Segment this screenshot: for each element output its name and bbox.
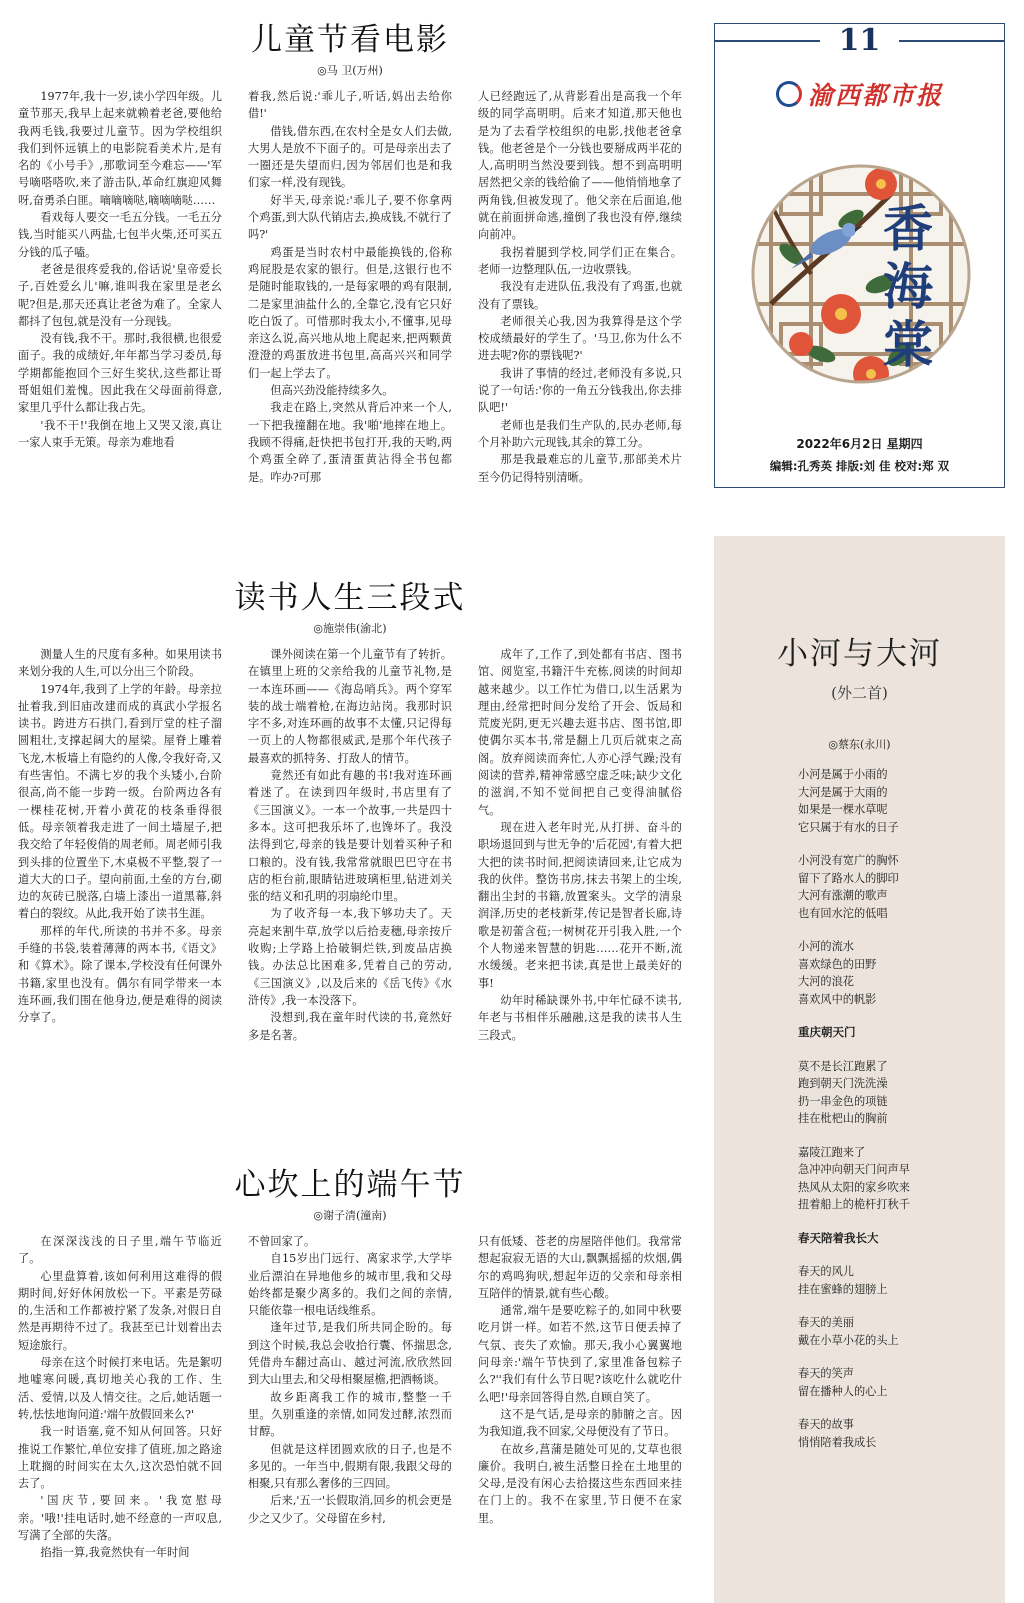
paragraph: 着我,然后说:'乖儿子,听话,妈出去给你借!' [248, 90, 452, 121]
paragraph: 自15岁出门远行、离家求学,大学毕业后漂泊在异地他乡的城市里,我和父母始终都是聚少离多的。我们之间的亲情,只能依靠一根电话线维系。 [248, 1252, 452, 1318]
paragraph: '我不干!'我倒在地上又哭又滚,真让一家人束手无策。母亲为难地看 [18, 418, 222, 449]
paragraph: 人已经跑远了,从背影看出是高我一个年级的同学高明明。后来才知道,那天他也是为了去看学校组织的电影,找他老爸拿钱。他老爸是个一分钱也要掰成两半花的人,高明明当然没要到钱。想不到高明明居然把父亲的钱给偷了——他悄悄地拿了两角钱,但被发现了。他父亲在后面追,他就在前面拼命逃,撞倒了我也没有停,继续向前冲。 [478, 90, 682, 242]
paragraph: 借钱,借东西,在农村全是女人们去做,大男人是放不下面子的。可是母亲出去了一圈还是失望而归,因为邻居们也是和我们家一样,没有现钱。 [248, 124, 452, 190]
poem-line: 急冲冲向朝天门问声早 [798, 1163, 910, 1176]
poem-sidebar [714, 536, 1005, 1603]
paragraph: 没有钱,我不干。那时,我很横,也很爱面子。我的成绩好,年年都当学习委员,每学期都能抱回个三好生奖状,这些都让哥哥姐姐们羞愧。因此我在父母面前得意,家里几乎什么都让我占先。 [18, 332, 222, 415]
column-name-glyph: 海 [883, 257, 933, 316]
poem-line: 小河是属于小雨的 [798, 768, 888, 781]
paragraph: 在深深浅浅的日子里,端午节临近了。 [18, 1235, 222, 1266]
paragraph: 我没有走进队伍,我没有了鸡蛋,也就没有了票钱。 [478, 280, 682, 311]
paragraph: 1974年,我到了上学的年龄。母亲拉扯着我,到旧庙改建而成的真武小学报名读书。跨进方石拱门,看到厅堂的柱子溜圆粗壮,支撑起阔大的屋梁。屋脊上雕着飞龙,木板墙上有隐约的人像,令我好奇,又有些害怕。不满七岁的我个头矮小,台阶很高,尚不能一步跨一级。台阶两边各有一棵桂花树,开着小黄花的枝条垂得很低。母亲领着我走进了一间土墙屋子,把我交给了年轻俊俏的周老师。周老师引我到头排的位置坐下,木桌极不平整,裂了一道大大的口子。望向前面,土垒的方台,砌边的灰砖已脱落,白墙上漆出一道黑幕,斜着白的裂纹。从此,我开始了读书生涯。 [18, 682, 222, 921]
poem-line: 大河的浪花 [798, 975, 854, 988]
paragraph: 为了收齐每一本,我下够功夫了。天亮起来割牛草,放学以后拾麦穗,母亲按斤收购;上学路上拾破铜烂铁,到废品店换钱。办法总比困难多,凭着自己的劳动,《三国演义》,以及后来的《岳飞传》《水浒传》,我一本没落下。 [248, 907, 452, 1007]
paragraph: 但就是这样团圆欢欣的日子,也是不多见的。一年当中,假期有限,我跟父母的相聚,只有那么奢侈的三四回。 [248, 1442, 452, 1491]
poem-line: 大河是属于大雨的 [798, 785, 888, 799]
stanza [798, 1058, 998, 1128]
column-name-glyph: 棠 [883, 315, 933, 374]
paper-name: 渝西都市报 [807, 81, 943, 110]
paragraph: 心里盘算着,该如何利用这难得的假期时间,好好休闲放松一下。平素是劳碌的,生活和工作都被拧紧了发条,对假日自然是再期待不过了。我甚至已计划着出去短途旅行。 [18, 1269, 222, 1352]
article-column [478, 646, 682, 1094]
article-title: 心坎上的端午节 [234, 1167, 466, 1203]
poem-line: 小河没有宽广的胸怀 [798, 854, 899, 867]
paragraph: 我讲了事情的经过,老师没有多说,只说了一句话:'你的一角五分钱我出,你去排队吧!' [478, 366, 682, 415]
poem-line: 扭着船上的桅杆打秋千 [798, 1198, 910, 1211]
article-title: 儿童节看电影 [251, 22, 449, 58]
paragraph: 逢年过节,是我们所共同企盼的。每到这个时候,我总会收拾行囊、怀揣思念,凭借舟车翻过高山、越过河流,欣欣然回到大山里去,和父母相聚屋檐,把酒畅谈。 [248, 1321, 452, 1387]
poem-line: 也有回水沱的低唱 [798, 906, 888, 920]
poem-line: 小河的流水 [798, 940, 854, 953]
paragraph: 不曾回家了。 [248, 1235, 316, 1248]
paragraph: 1977年,我十一岁,读小学四年级。儿童节那天,我早上起来就赖着老爸,要他给我两毛钱,我要过儿童节。因为学校组织我们到怀远镇上的电影院看美术片,是有名的《小号手》,那歌词至今难忘——'军号嘀嗒嗒吹,来了游击队,革命红旗迎风舞呀,奋勇杀白匪。嘀嘀嘀哒,嘀嘀嘀哒…… [18, 90, 222, 207]
paragraph: 老师很关心我,因为我算得是这个学校成绩最好的学生了。'马卫,你为什么不进去呢?你的票钱呢?' [478, 314, 682, 363]
poem-line: 挂在蜜蜂的翅膀上 [798, 1282, 888, 1296]
article-column [478, 88, 682, 516]
poem-line: 戴在小草小花的头上 [798, 1333, 899, 1347]
paragraph: 这不是气话,是母亲的肺腑之言。因为我知道,我不回家,父母便没有了节日。 [478, 1407, 682, 1439]
poem-line: 春天的美丽 [798, 1316, 854, 1329]
paragraph: 母亲在这个时候打来电话。先是絮叨地嘘寒问暖,真切地关心我的工作、生活、爱情,以及人情交往。之后,她话题一转,怯怯地询问道:'端午放假回来么?' [18, 1356, 222, 1421]
poem-line: 春天的笑声 [798, 1367, 854, 1380]
article-column [478, 1233, 682, 1595]
paragraph: 好半天,母亲说:'乖儿子,要不你拿两个鸡蛋,到大队代销店去,换成钱,不就行了吗?' [248, 193, 452, 242]
paragraph: 老爸是很疼爱我的,俗话说'皇帝爱长子,百姓爱幺儿'嘛,谁叫我在家里是老幺呢?但是,那天还真让老爸为难了。全家人都抖了包包,就是没有一分现钱。 [18, 262, 222, 328]
article-reading-life [18, 578, 682, 1094]
paragraph: 通常,端午是要吃粽子的,如同中秋要吃月饼一样。如若不然,这节日便丢掉了气氛、丧失了欢愉。那天,我小心翼翼地问母亲:'端午节快到了,家里准备包粽子么?''我们有什么节日呢?该吃什么就吃什么吧!'母亲回答得自然,自顾自笑了。 [478, 1304, 682, 1404]
paragraph: 但高兴劲没能持续多久。 [270, 384, 394, 398]
poem-line: 热风从太阳的家乡吹来 [798, 1180, 910, 1194]
masthead [714, 23, 1005, 488]
paragraph: 我一时语塞,竟不知从何回答。只好推说工作繁忙,单位安排了值班,加之路途上耽搁的时间实在太久,这次恐怕就不回去了。 [18, 1425, 222, 1491]
poem-author: ◎蔡东(永川) [828, 738, 891, 751]
paper-logo-icon [776, 81, 802, 107]
paragraph: 老师也是我们生产队的,民办老师,每个月补助六元现钱,其余的算工分。 [478, 418, 682, 449]
article-column [18, 646, 222, 1094]
poem-line: 春天的风儿 [798, 1265, 854, 1278]
paragraph: 只有低矮、苍老的房屋陪伴他们。我常常想起寂寂无语的大山,飘飘摇摇的炊烟,偶尔的鸡鸣狗吠,想起年迈的父亲和母亲相互陪伴的情景,就有些心酸。 [478, 1235, 682, 1300]
staff-credits: 编辑:孔秀英 排版:刘 佳 校对:郑 双 [769, 459, 950, 473]
paragraph: 那是我最难忘的儿童节,那部美术片至今仍记得特别清晰。 [478, 453, 682, 484]
paper-logo [715, 76, 1004, 112]
poem-line: 春天的故事 [798, 1418, 854, 1431]
article-author: ◎谢子清(潼南) [313, 1209, 387, 1222]
poem-line: 留在播种人的心上 [798, 1384, 888, 1398]
article-column [248, 88, 452, 516]
article-title: 读书人生三段式 [234, 580, 466, 616]
poem-subsection-title: 重庆朝天门 [798, 1025, 856, 1039]
paragraph: 我拐着腿到学校,同学们正在集合。老师一边整理队伍,一边收票钱。 [478, 245, 682, 276]
article-author: ◎施崇伟(渝北) [313, 622, 387, 635]
stanza [798, 1144, 998, 1214]
article-column [248, 1233, 452, 1595]
paragraph: 没想到,我在童年时代读的书,竟然好多是名著。 [248, 1011, 452, 1042]
poem-subsection-title: 春天陪着我长大 [798, 1230, 879, 1245]
poem-line: 如果是一棵水草呢 [798, 803, 888, 816]
poem-body [798, 766, 998, 1467]
poem-line: 扔一串金色的项链 [798, 1094, 888, 1108]
column-name [880, 200, 936, 374]
column-name-glyph: 香 [883, 199, 933, 258]
poem-line: 跑到朝天门洗洗澡 [798, 1077, 888, 1090]
paragraph: 看戏每人要交一毛五分钱。一毛五分钱,当时能买八两盐,七包半火柴,还可买五分钱的瓜子嗑。 [18, 211, 222, 259]
article-childrens-day-movie [18, 20, 682, 516]
lattice-window-illustration [751, 124, 971, 424]
paragraph: 掐指一算,我竟然快有一年时间 [40, 1546, 190, 1560]
stanza [798, 766, 998, 836]
paragraph: 在故乡,菖蒲是随处可见的,艾草也很廉价。我明白,被生活整日拴在土地里的父母,是没有闲心去拾掇这些东西回来挂在门上的。我不在家里,节日便不在家里。 [478, 1442, 682, 1525]
article-column [248, 646, 452, 1094]
poem-line: 它只属于有水的日子 [798, 820, 899, 834]
poem-title: 小河与大河 [777, 636, 942, 672]
paragraph: 现在进入老年时光,从打拼、奋斗的职场退回到与世无争的'后花园',有着大把大把的读书时间,把阅读请回来,让它成为我的伙伴。整饬书房,抹去书架上的尘埃,翻出尘封的书籍,放置案头。文学的清泉润泽,历史的老枝新芽,传记是智者长廊,诗歌是初蕾含苞;一树树花开引我入胜,一个个人物递来智慧的钥匙……花开不断,流水缓缓。老来把书读,真是世上最美好的事! [478, 820, 682, 990]
poem-line: 喜欢绿色的田野 [798, 957, 877, 971]
stanza [798, 1365, 998, 1400]
poem-subtitle: (外二首) [831, 684, 888, 702]
paragraph: 我走在路上,突然从背后冲来一个人,一下把我撞翻在地。我'啪'地摔在地上。我顾不得痛,赶快把书包打开,我的天哟,两个鸡蛋全碎了,蛋清蛋黄沾得全书包都是。咋办?可那 [248, 401, 452, 484]
poem-line: 莫不是长江跑累了 [798, 1059, 888, 1073]
poem-line: 嘉陵江跑来了 [798, 1145, 866, 1159]
paragraph: 竟然还有如此有趣的书!我对连环画着迷了。在读到四年级时,书店里有了《三国演义》。一本一个故事,一共是四十多本。这可把我乐坏了,也馋坏了。我没法得到它,母亲的钱是要计划着买种子和口粮的。没有钱,我常常就眼巴巴守在书店的柜台前,眼睛钻进玻璃柜里,钻进刘关张的结义和孔明的羽扇纶巾里。 [248, 769, 452, 904]
paragraph: 测量人生的尺度有多种。如果用读书来划分我的人生,可以分出三个阶段。 [18, 648, 222, 679]
article-column [18, 88, 222, 516]
stanza [798, 1263, 998, 1298]
article-author: ◎马 卫(万州) [317, 64, 383, 77]
paragraph: '国庆节,要回来。'我宽慰母亲。'哦!'挂电话时,她不经意的一声叹息,写满了全部的失落。 [18, 1494, 222, 1543]
paragraph: 课外阅读在第一个儿童节有了转折。在镇里上班的父亲给我的儿童节礼物,是一本连环画——《海岛哨兵》。两个穿军装的战士端着枪,在海边站岗。我那时识字不多,对连环画的故事不太懂,只记得每一页上的人物都很威武,是那个年代孩子最喜欢的抓特务、打敌人的情节。 [248, 648, 452, 765]
paragraph: 后来,'五一'长假取消,回乡的机会更是少之又少了。父母留在乡村, [248, 1494, 452, 1525]
article-column [18, 1233, 222, 1595]
poem-line: 喜欢风中的帆影 [798, 992, 877, 1006]
stanza [798, 1314, 998, 1349]
paragraph: 鸡蛋是当时农村中最能换钱的,俗称鸡屁股是农家的银行。但是,这银行也不是随时能取钱的,一是每家喂的鸡有限制,二是家里油盐什么的,全靠它,没有它只好吃白饭了。可惜那时我太小,不懂事,见母亲这么说,高兴地从地上爬起来,把两颗黄澄澄的鸡蛋放进书包里,高高兴兴和同学们一起上学去了。 [248, 245, 452, 380]
poem-line: 挂在枇杷山的胸前 [798, 1112, 888, 1125]
poem-line: 悄悄陪着我成长 [798, 1435, 877, 1449]
stanza [798, 1416, 998, 1451]
paragraph: 成年了,工作了,到处都有书店、图书馆、阅览室,书籍汗牛充栋,阅读的时间却越来越少。以工作忙为借口,以生活累为理由,经常把时间分发给了开会、饭局和荒废光阴,更无兴趣去逛书店、图书馆,即使偶尔买本书,常是翻上几页后就束之高阁。放弃阅读而奔忙,人亦心浮气躁;没有阅读的营养,精神常感空虚乏味;缺少文化的滋润,不知不觉间把自己变得油腻俗气。 [478, 648, 682, 817]
paragraph: 故乡距离我工作的城市,整整一千里。久别重逢的亲情,如同发过酵,浓烈而甘醇。 [248, 1390, 452, 1439]
column-illustration [751, 124, 971, 424]
paragraph: 幼年时稀缺课外书,中年忙碌不读书,年老与书相伴乐融融,这是我的读书人生三段式。 [478, 993, 682, 1042]
poem-line: 大河有涨潮的歌声 [798, 889, 888, 902]
page-number: 11 [838, 23, 881, 58]
paragraph: 那样的年代,所读的书并不多。母亲手缝的书袋,装着薄薄的两本书,《语文》和《算术》。除了课本,学校没有任何课外书籍,家里也没有。偶尔有同学带来一本连环画,我们围在他身边,便是难得的阅读分享了。 [18, 924, 222, 1025]
article-dragon-boat-festival [18, 1165, 682, 1595]
stanza [798, 938, 998, 1008]
poem-line: 留下了路水人的脚印 [798, 871, 899, 885]
issue-date: 2022年6月2日 星期四 [796, 437, 923, 451]
stanza [798, 852, 998, 922]
